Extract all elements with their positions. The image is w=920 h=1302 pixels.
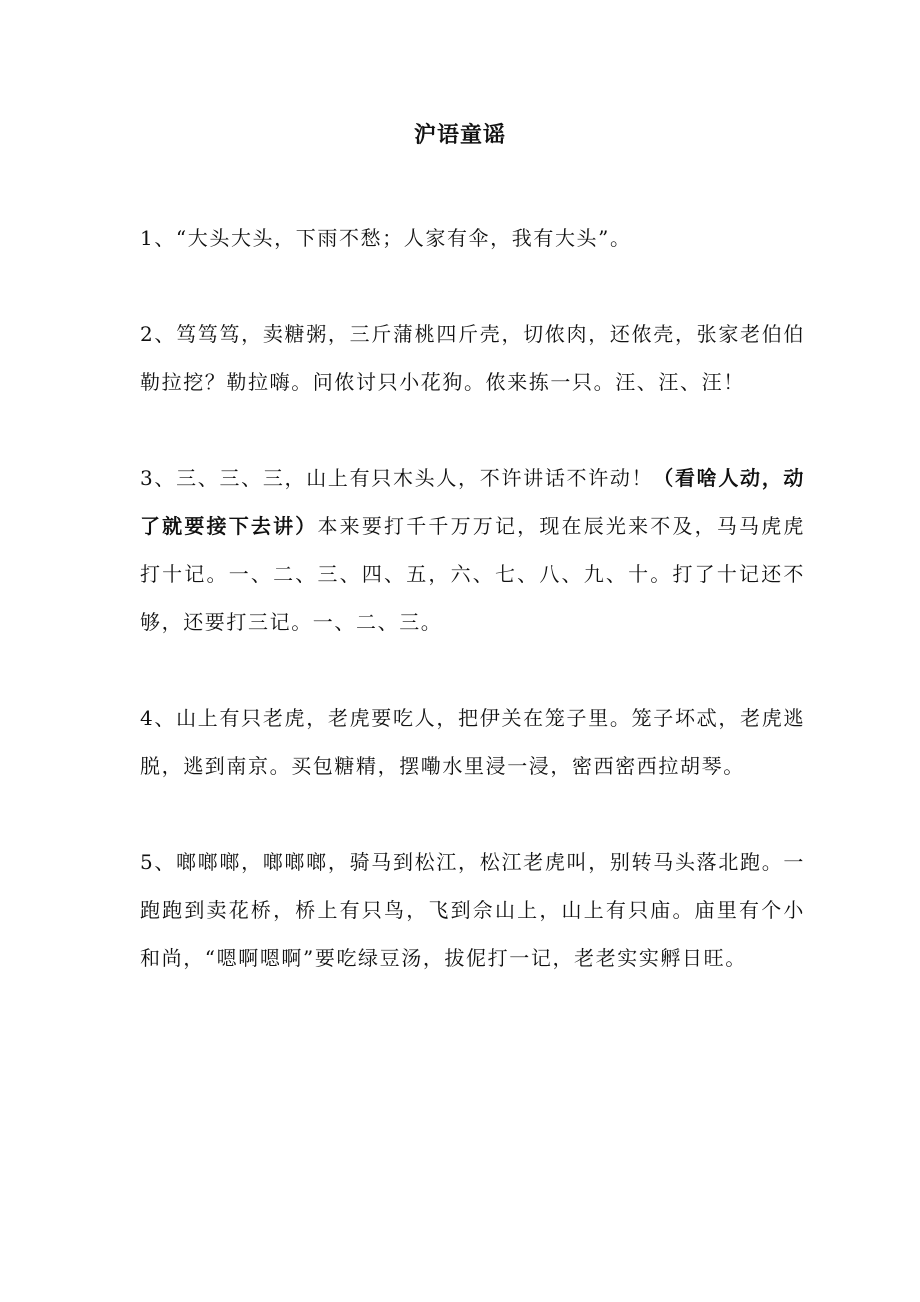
rhyme-paragraph-3 [140,454,805,646]
rhyme-paragraph-4: 4、山上有只老虎，老虎要吃人，把伊关在笼子里。笼子坏忒，老虎逃脱，逃到南京。买包糖精，摆嘞水里浸一浸，密西密西拉胡琴。 [140,706,805,778]
rhyme-paragraph-2: 2、笃笃笃，卖糖粥，三斤蒲桃四斤壳，切侬肉，还侬壳，张家老伯伯勒拉挖？勒拉嗨。问侬讨只小花狗。侬来拣一只。汪、汪、汪！ [140,322,805,394]
rhyme-paragraph-3-rest: 本来要打千千万万记，现在辰光来不及，马马虎虎打十记。一、二、三、四、五，六、七、八、九、十。打了十记还不够，还要打三记。一、二、三。 [140,514,805,634]
rhyme-paragraph-3-bold-note: （看啥人动，动了就要接下去讲） [140,466,806,538]
rhyme-paragraph-1: 1、“大头大头，下雨不愁；人家有伞，我有大头”。 [140,226,632,250]
rhyme-paragraph-5: 5、啷啷啷，啷啷啷，骑马到松江，松江老虎叫，别转马头落北跑。一跑跑到卖花桥，桥上有只鸟，飞到佘山上，山上有只庙。庙里有个小和尚，“嗯啊嗯啊”要吃绿豆汤，拔伲打一记，老老实实孵日旺。 [140,850,805,970]
document-title: 沪语童谣 [413,122,506,148]
document-body [140,214,805,982]
rhyme-paragraph-3-opening: 3、三、三、三，山上有只木头人，不许讲话不许动！ [140,466,654,490]
